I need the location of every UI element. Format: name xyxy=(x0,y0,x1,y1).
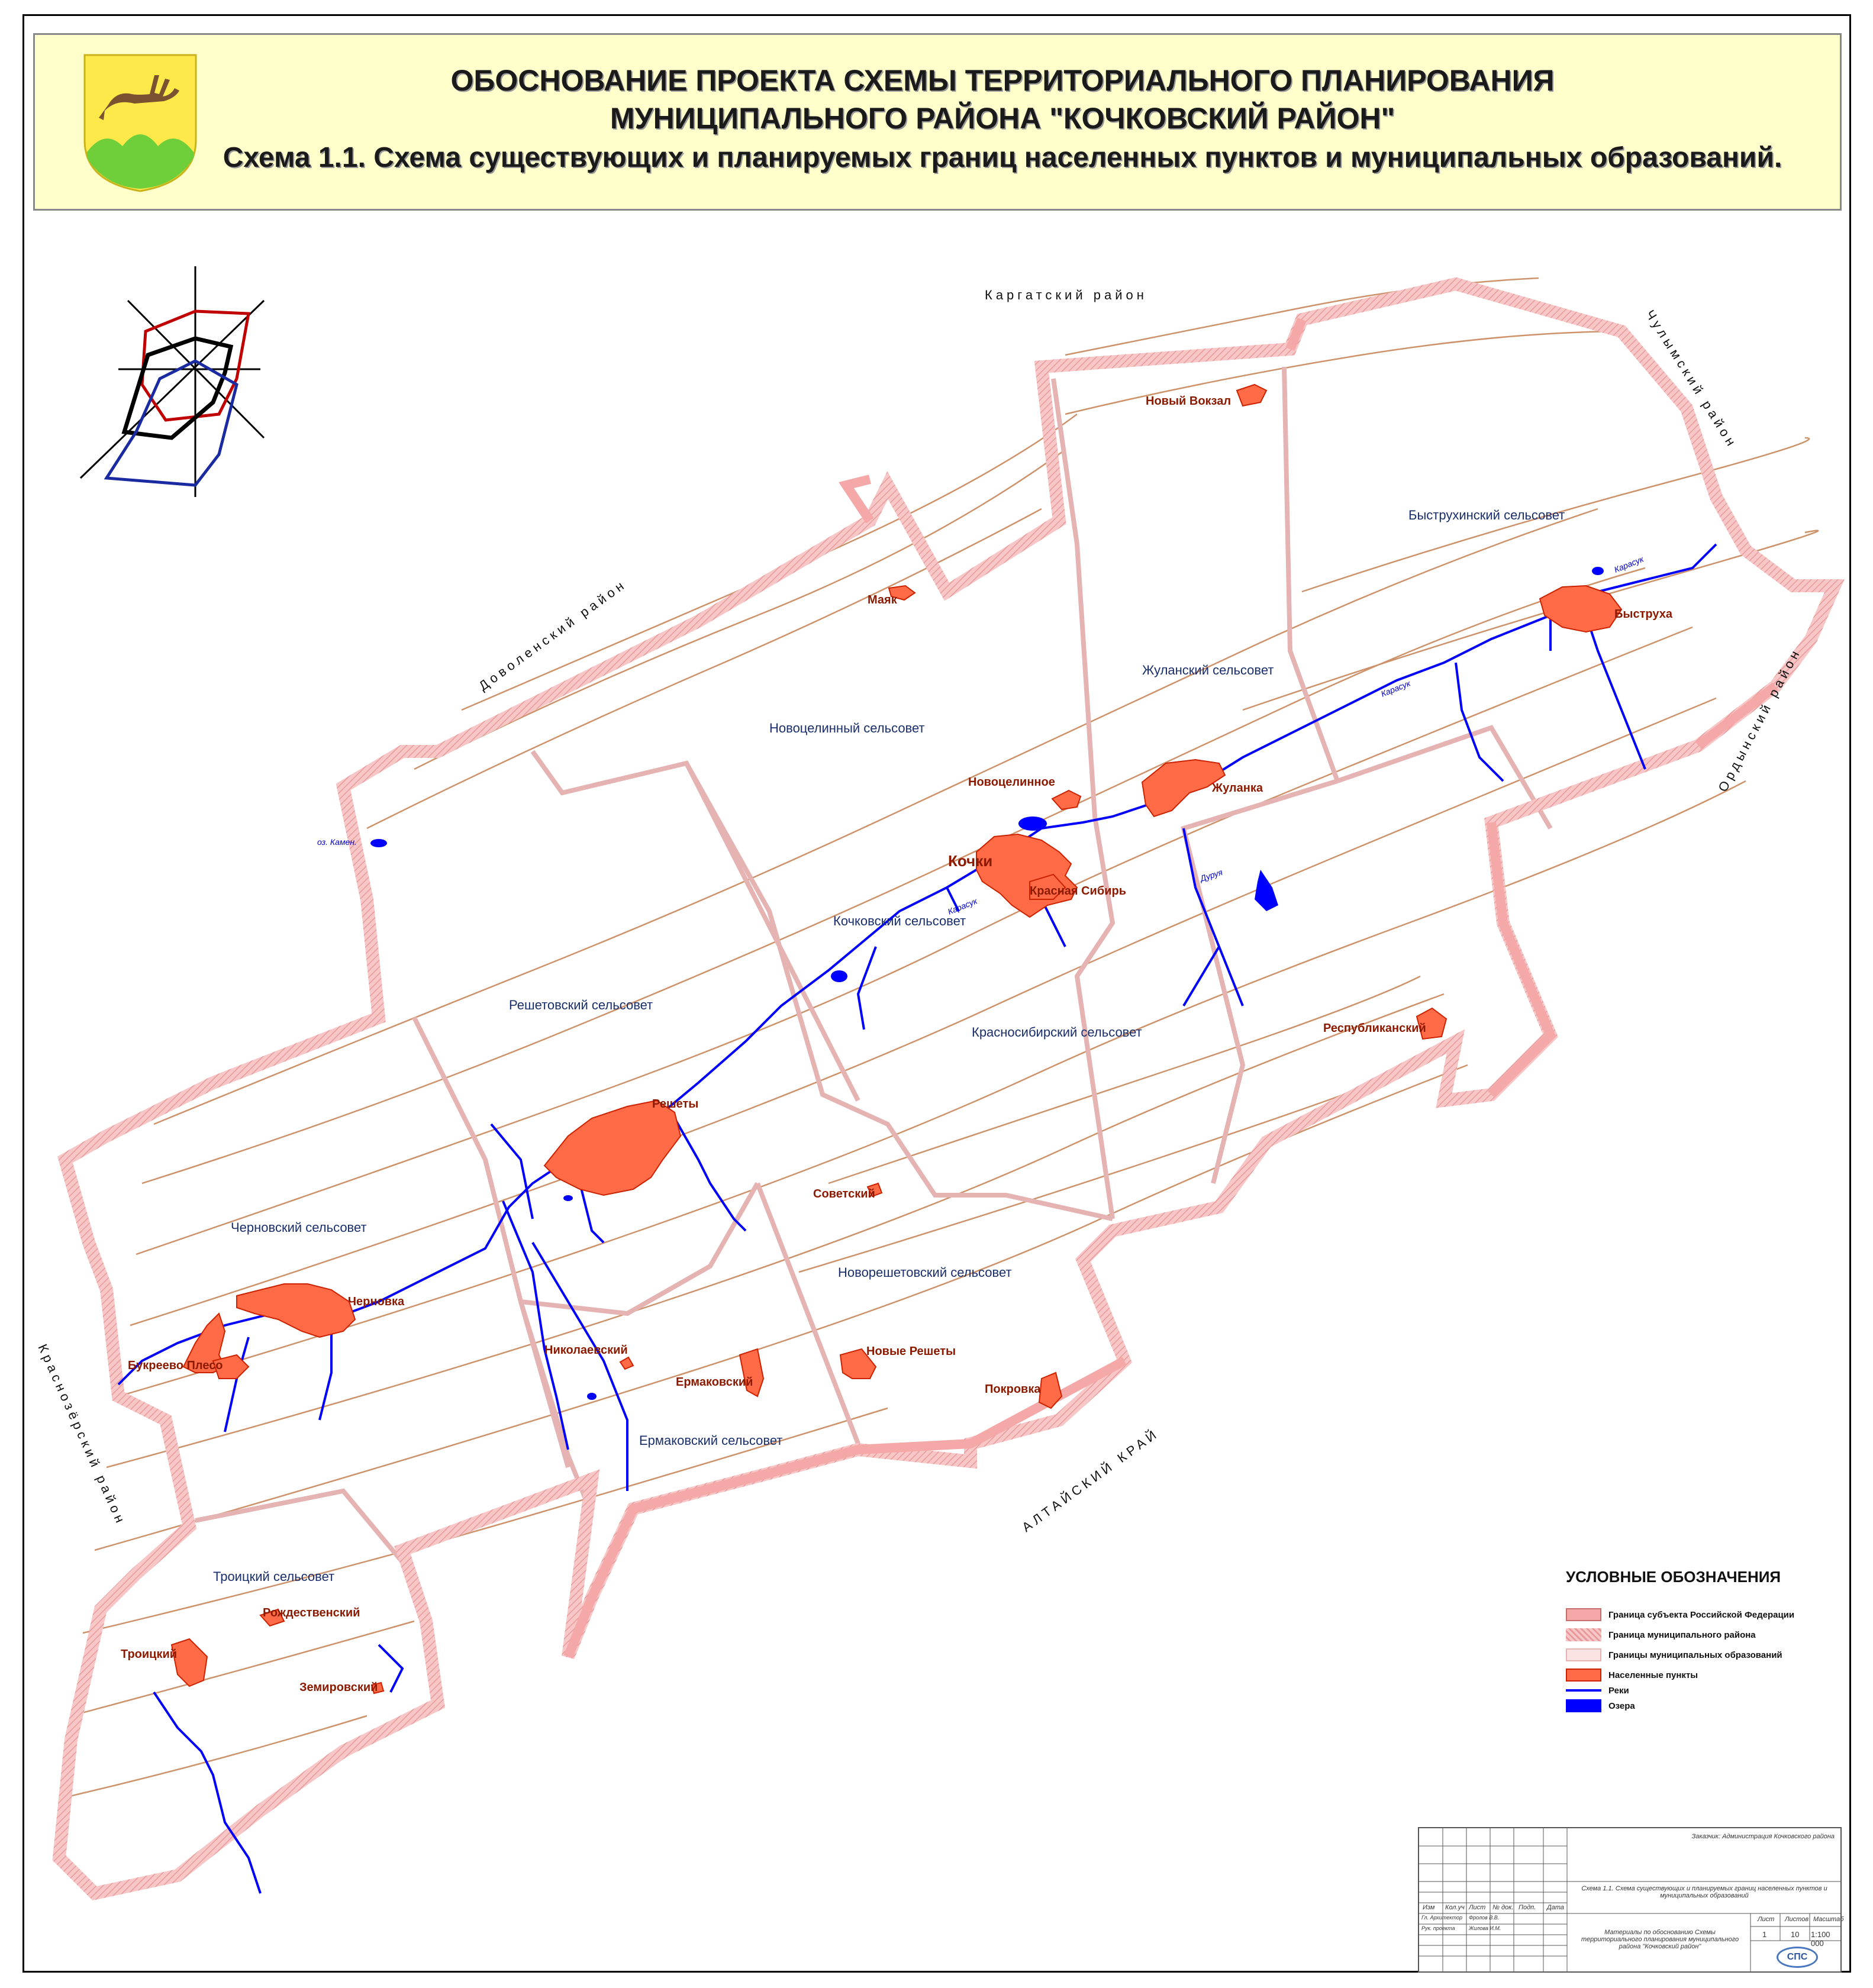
label-lake-kamenka: оз. Камен. xyxy=(317,837,357,847)
label-kargat: Каргатский район xyxy=(985,288,1147,302)
label-bukreevo: Букреево Плесо xyxy=(128,1359,223,1372)
label-nikolaevsky: Николаевский xyxy=(544,1344,628,1357)
legend-swatch-federal xyxy=(1566,1608,1601,1621)
label-chulym: Чулымский район xyxy=(1642,307,1740,451)
label-krasnaya-sibir: Красная Сибирь xyxy=(1030,885,1126,898)
label-novotselinnoe: Новоцелинное xyxy=(968,776,1055,789)
legend-label-federal: Граница субъекта Российской Федерации xyxy=(1608,1609,1795,1620)
stamp-sheet-header-2: Масштаб xyxy=(1813,1916,1844,1923)
council-zhulanka: Жуланский сельсовет xyxy=(1142,663,1274,677)
label-chernovka: Черновка xyxy=(348,1295,405,1308)
river-karasuk xyxy=(118,544,1716,1384)
label-zemirovsky: Земировский xyxy=(299,1681,378,1694)
label-rozhdestvensky: Рождественский xyxy=(263,1606,360,1619)
stamp-logo: СПС xyxy=(1777,1947,1818,1968)
title-line-2: МУНИЦИПАЛЬНОГО РАЙОНА "КОЧКОВСКИЙ РАЙОН" xyxy=(610,102,1395,135)
stamp-customer: Заказчик: Администрация Кочковского района xyxy=(1691,1833,1835,1840)
stamp-sheet-value-0: 1 xyxy=(1762,1930,1767,1939)
council-reshety: Решетовский сельсовет xyxy=(509,998,653,1012)
settlement-novy-vokzal xyxy=(1237,385,1266,406)
stamp-col-2: Лист xyxy=(1469,1904,1486,1911)
council-ermakovsky: Ермаковский сельсовет xyxy=(639,1433,783,1448)
label-river-karasuk-1: Карасук xyxy=(1613,554,1645,575)
stamp-sheet-header-1: Листов xyxy=(1785,1916,1809,1923)
federal-border xyxy=(568,320,1775,1657)
label-river-karasuk-3: Карасук xyxy=(946,896,979,916)
legend-title: УСЛОВНЫЕ ОБОЗНАЧЕНИЯ xyxy=(1566,1568,1781,1586)
title-block-stamp xyxy=(1418,1827,1842,1973)
title-line-1: ОБОСНОВАНИЕ ПРОЕКТА СХЕМЫ ТЕРРИТОРИАЛЬНОГО ПЛАНИРОВАНИЯ xyxy=(450,64,1555,97)
legend xyxy=(1556,1568,1805,1722)
legend-label-settlement: Населенные пункты xyxy=(1608,1670,1698,1680)
council-novoreshety: Новорешетовский сельсовет xyxy=(838,1265,1012,1280)
label-ordyn: Ордынский район xyxy=(1715,645,1804,795)
legend-item-federal xyxy=(1566,1607,1794,1622)
stamp-scheme: Схема 1.1. Схема существующих и планируемых границ населенных пунктов и муниципальных образований xyxy=(1581,1885,1827,1899)
label-bystrukha: Быструха xyxy=(1614,608,1672,621)
settlement-reshety xyxy=(544,1100,681,1195)
title-line-3: Схема 1.1. Схема существующих и планируемых границ населенных пунктов и муниципальных образований. xyxy=(223,142,1782,173)
label-zhulanka: Жуланка xyxy=(1212,782,1263,795)
legend-swatch-lake xyxy=(1566,1699,1601,1712)
legend-label-river: Реки xyxy=(1608,1685,1629,1696)
settlement-pokrovka xyxy=(1039,1373,1062,1408)
label-ermakovsky: Ермаковский xyxy=(676,1376,753,1389)
settlement-chernovka xyxy=(237,1284,355,1337)
label-pokrovka: Покровка xyxy=(985,1383,1041,1396)
stamp-col-1: Кол.уч xyxy=(1445,1904,1465,1911)
stamp-materials: Материалы по обоснованию Схемы территориального планирования муниципального района "Кочковский район" xyxy=(1581,1929,1739,1950)
legend-label-council: Границы муниципальных образований xyxy=(1608,1650,1782,1660)
label-novy-vokzal: Новый Вокзал xyxy=(1146,395,1232,408)
legend-item-settlement xyxy=(1566,1667,1698,1683)
lake-duruya xyxy=(1255,870,1278,911)
legend-swatch-council xyxy=(1566,1648,1601,1661)
label-reshety: Решеты xyxy=(652,1098,699,1111)
label-altai: АЛТАЙСКИЙ КРАЙ xyxy=(1019,1425,1162,1535)
stamp-col-3: № док. xyxy=(1492,1904,1514,1911)
stamp-sheet-value-2: 1:100 000 xyxy=(1811,1930,1830,1948)
label-river-karasuk-2: Карасук xyxy=(1379,678,1412,699)
stamp-name-0: Фролов В.В. xyxy=(1469,1915,1500,1921)
label-sovetsky: Советский xyxy=(813,1187,875,1200)
label-kochki: Кочки xyxy=(948,852,993,870)
settlement-troitsky xyxy=(172,1639,207,1686)
legend-swatch-river xyxy=(1566,1689,1601,1692)
stamp-sheet-header-0: Лист xyxy=(1758,1916,1775,1923)
legend-item-lake xyxy=(1566,1698,1635,1713)
legend-label-lake: Озера xyxy=(1608,1700,1635,1711)
legend-label-district: Граница муниципального района xyxy=(1608,1629,1756,1640)
label-river-duruya: Дуруя xyxy=(1198,867,1224,883)
legend-item-river xyxy=(1566,1683,1629,1698)
label-krasnozersk: Краснозёрский район xyxy=(35,1341,129,1528)
settlement-ermakovsky xyxy=(740,1349,763,1396)
settlement-bystrukha xyxy=(1540,586,1621,632)
stamp-col-5: Дата xyxy=(1547,1904,1565,1911)
label-dovolnoe: Доволенский район xyxy=(476,576,630,694)
council-labels xyxy=(213,508,1565,1584)
council-borders xyxy=(195,367,1550,1562)
council-kochki: Кочковский сельсовет xyxy=(833,914,966,928)
stamp-name-1: Жилова И.М. xyxy=(1469,1925,1501,1931)
label-mayak: Маяк xyxy=(868,593,897,606)
legend-item-district xyxy=(1566,1627,1756,1642)
stamp-role-1: Рук. проекта xyxy=(1421,1925,1455,1931)
stamp-sheet-value-1: 10 xyxy=(1791,1930,1800,1939)
legend-item-council xyxy=(1566,1647,1782,1663)
label-respublikansky: Республиканский xyxy=(1323,1022,1426,1035)
label-novye-reshety: Новые Решеты xyxy=(866,1345,956,1358)
settlement-kochki xyxy=(976,834,1077,917)
legend-swatch-settlement xyxy=(1566,1668,1601,1682)
settlement-novotselinnoe xyxy=(1052,790,1081,809)
settlement-nikolaevsky xyxy=(620,1357,633,1369)
council-bystrukha: Быструхинский сельсовет xyxy=(1408,508,1565,522)
stamp-col-4: Подп. xyxy=(1519,1904,1536,1911)
council-troitsky: Троицкий сельсовет xyxy=(213,1569,335,1584)
council-novotselinny: Новоцелинный сельсовет xyxy=(769,721,925,735)
stamp-role-0: Гл. Архитектор xyxy=(1421,1915,1463,1921)
label-troitsky: Троицкий xyxy=(121,1648,178,1661)
wind-rose xyxy=(80,266,264,497)
council-krasnosibir: Красносибирский сельсовет xyxy=(972,1025,1142,1040)
legend-swatch-district xyxy=(1566,1628,1601,1641)
council-chernovka: Черновский сельсовет xyxy=(231,1220,367,1235)
stamp-col-0: Изм xyxy=(1423,1904,1435,1911)
